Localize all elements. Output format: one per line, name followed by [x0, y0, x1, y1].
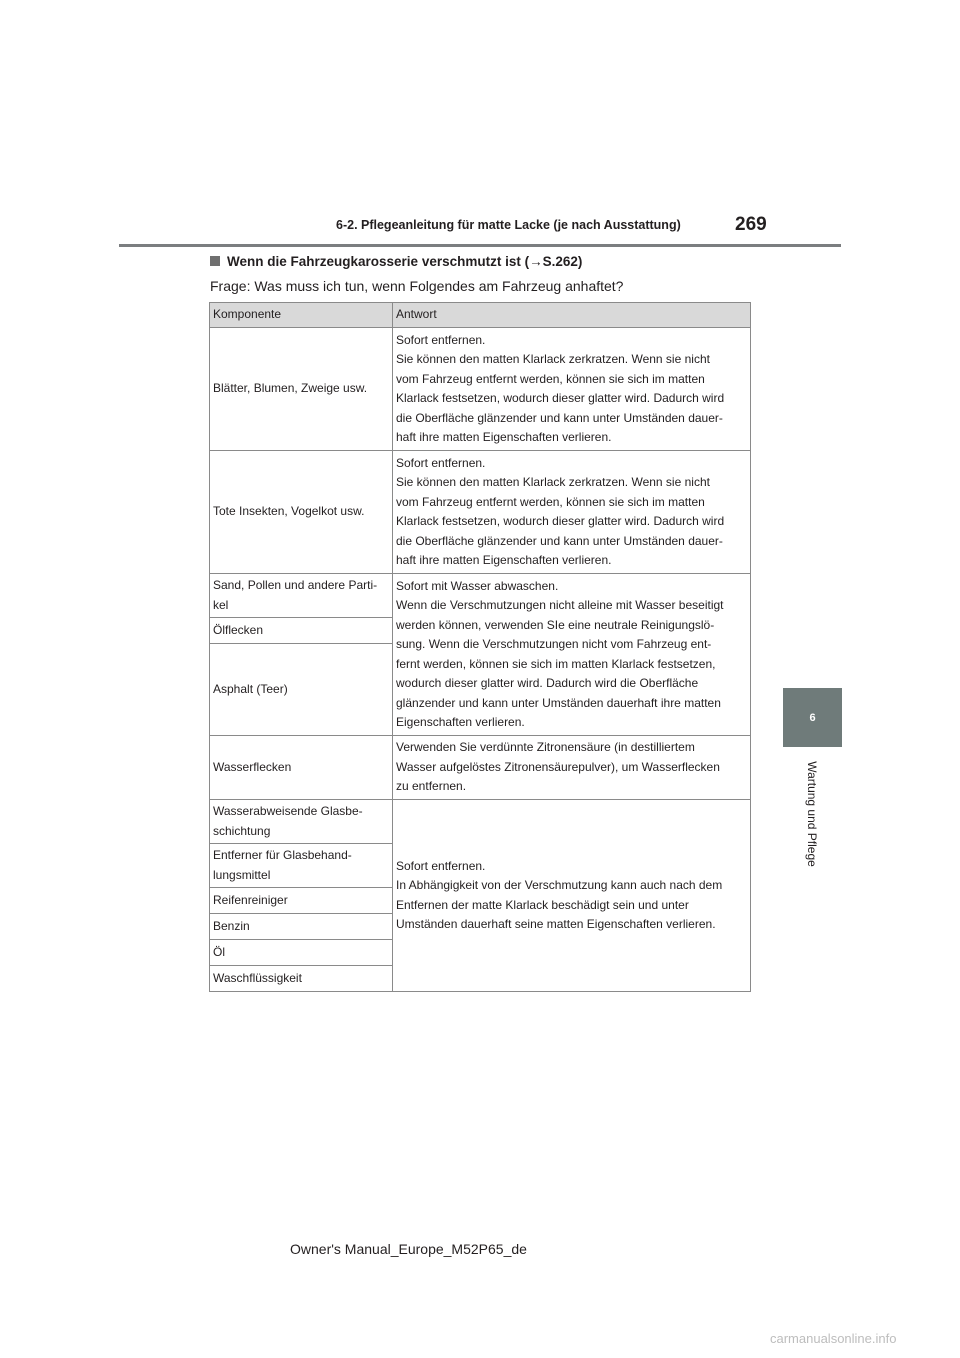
answer-line: zu entfernen. [396, 779, 467, 794]
square-bullet-icon [210, 256, 220, 266]
component-cell: Waschflüssigkeit [210, 966, 393, 992]
answer-cell [393, 574, 751, 736]
answer-line: Sie können den matten Klarlack zerkratzen. Wenn sie nicht [396, 475, 710, 489]
table-row [210, 328, 751, 451]
component-cell: Blätter, Blumen, Zweige usw. [210, 328, 393, 451]
answer-line: Sofort entfernen. [396, 858, 486, 873]
component-cell: Reifenreiniger [210, 888, 393, 914]
component-cell: Asphalt (Teer) [210, 644, 393, 736]
chapter-tab [783, 688, 842, 747]
answer-line: die Oberfläche glänzender und kann unter Umständen dauer- [396, 410, 723, 425]
answer-line: Sofort entfernen. [396, 332, 486, 347]
table-row [210, 800, 751, 844]
component-cell: Öl [210, 940, 393, 966]
section-heading [210, 254, 582, 269]
table-row [210, 736, 751, 800]
table-row [210, 451, 751, 574]
answer-line: Klarlack festsetzen, wodurch dieser glatter wird. Dadurch wird [396, 391, 725, 405]
answer-line: glänzender und kann unter Umständen dauerhaft ihre matten [396, 695, 721, 710]
answer-line: haft ihre matten Eigenschaften verlieren. [396, 553, 612, 567]
component-line: lungsmittel [213, 867, 271, 882]
answer-line: werden können, verwenden SIe eine neutrale Reinigungslö- [396, 617, 715, 632]
answer-line: haft ihre matten Eigenschaften verlieren. [396, 430, 612, 444]
component-line: Wasserabweisende Glasbe- [213, 804, 363, 818]
page-number: 269 [735, 214, 767, 235]
component-cell [210, 574, 393, 618]
answer-line: Verwenden Sie verdünnte Zitronensäure (in destilliertem [396, 740, 695, 755]
answer-line: Wenn die Verschmutzungen nicht alleine mit Wasser beseitigt [396, 598, 724, 612]
component-line: schichtung [213, 823, 271, 838]
section-heading-text: Wenn die Fahrzeugkarosserie verschmutzt ist (→S.262) [227, 254, 583, 269]
answer-line: Klarlack festsetzen, wodurch dieser glatter wird. Dadurch wird [396, 514, 725, 528]
answer-line: Sofort entfernen. [396, 455, 486, 470]
component-cell [210, 800, 393, 844]
answer-line: Umständen dauerhaft seine matten Eigenschaften verlieren. [396, 917, 716, 931]
chapter-label: Wartung und Pflege [805, 761, 819, 867]
component-line: Sand, Pollen und andere Parti- [213, 578, 378, 592]
answer-line: sung. Wenn die Verschmutzungen nicht vom Fahrzeug ent- [396, 637, 712, 651]
table-header-row [210, 303, 751, 328]
watermark-text: carmanualsonline.info [770, 1331, 897, 1346]
answer-line: wodurch dieser glatter wird. Dadurch wird die Oberfläche [396, 676, 699, 690]
chapter-number: 6 [809, 711, 816, 724]
table-row [210, 574, 751, 618]
answer-line: fernt werden, können sie sich im matten Klarlack festsetzen, [396, 656, 716, 671]
component-line: Entferner für Glasbehand- [213, 848, 352, 862]
answer-cell [393, 451, 751, 574]
header-divider [119, 244, 841, 247]
care-table [209, 302, 751, 992]
answer-cell [393, 736, 751, 800]
footer-text: Owner's Manual_Europe_M52P65_de [290, 1241, 527, 1257]
answer-line: Eigenschaften verlieren. [396, 715, 525, 729]
component-cell: Tote Insekten, Vogelkot usw. [210, 451, 393, 574]
component-cell [210, 844, 393, 888]
answer-cell [393, 328, 751, 451]
component-cell: Wasserflecken [210, 736, 393, 800]
header-title: 6-2. Pflegeanleitung für matte Lacke (je nach Ausstattung) [336, 218, 681, 232]
answer-line: vom Fahrzeug entfernt werden, können sie sich im matten [396, 494, 705, 509]
answer-line: In Abhängigkeit von der Verschmutzung kann auch nach dem [396, 878, 723, 892]
answer-line: Entfernen der matte Klarlack beschädigt sein und unter [396, 897, 689, 912]
answer-line: die Oberfläche glänzender und kann unter Umständen dauer- [396, 533, 723, 548]
answer-line: Wasser aufgelöstes Zitronensäurepulver), um Wasserflecken [396, 759, 720, 774]
component-cell: Ölflecken [210, 618, 393, 644]
answer-line: Sie können den matten Klarlack zerkratzen. Wenn sie nicht [396, 352, 710, 366]
question-text: Frage: Was muss ich tun, wenn Folgendes am Fahrzeug anhaftet? [210, 278, 624, 294]
component-cell: Benzin [210, 914, 393, 940]
answer-line: vom Fahrzeug entfernt werden, können sie sich im matten [396, 371, 705, 386]
answer-cell [393, 800, 751, 992]
component-line: kel [213, 597, 229, 612]
column-header-answer: Antwort [393, 303, 751, 328]
answer-line: Sofort mit Wasser abwaschen. [396, 578, 559, 593]
column-header-component: Komponente [210, 303, 393, 328]
